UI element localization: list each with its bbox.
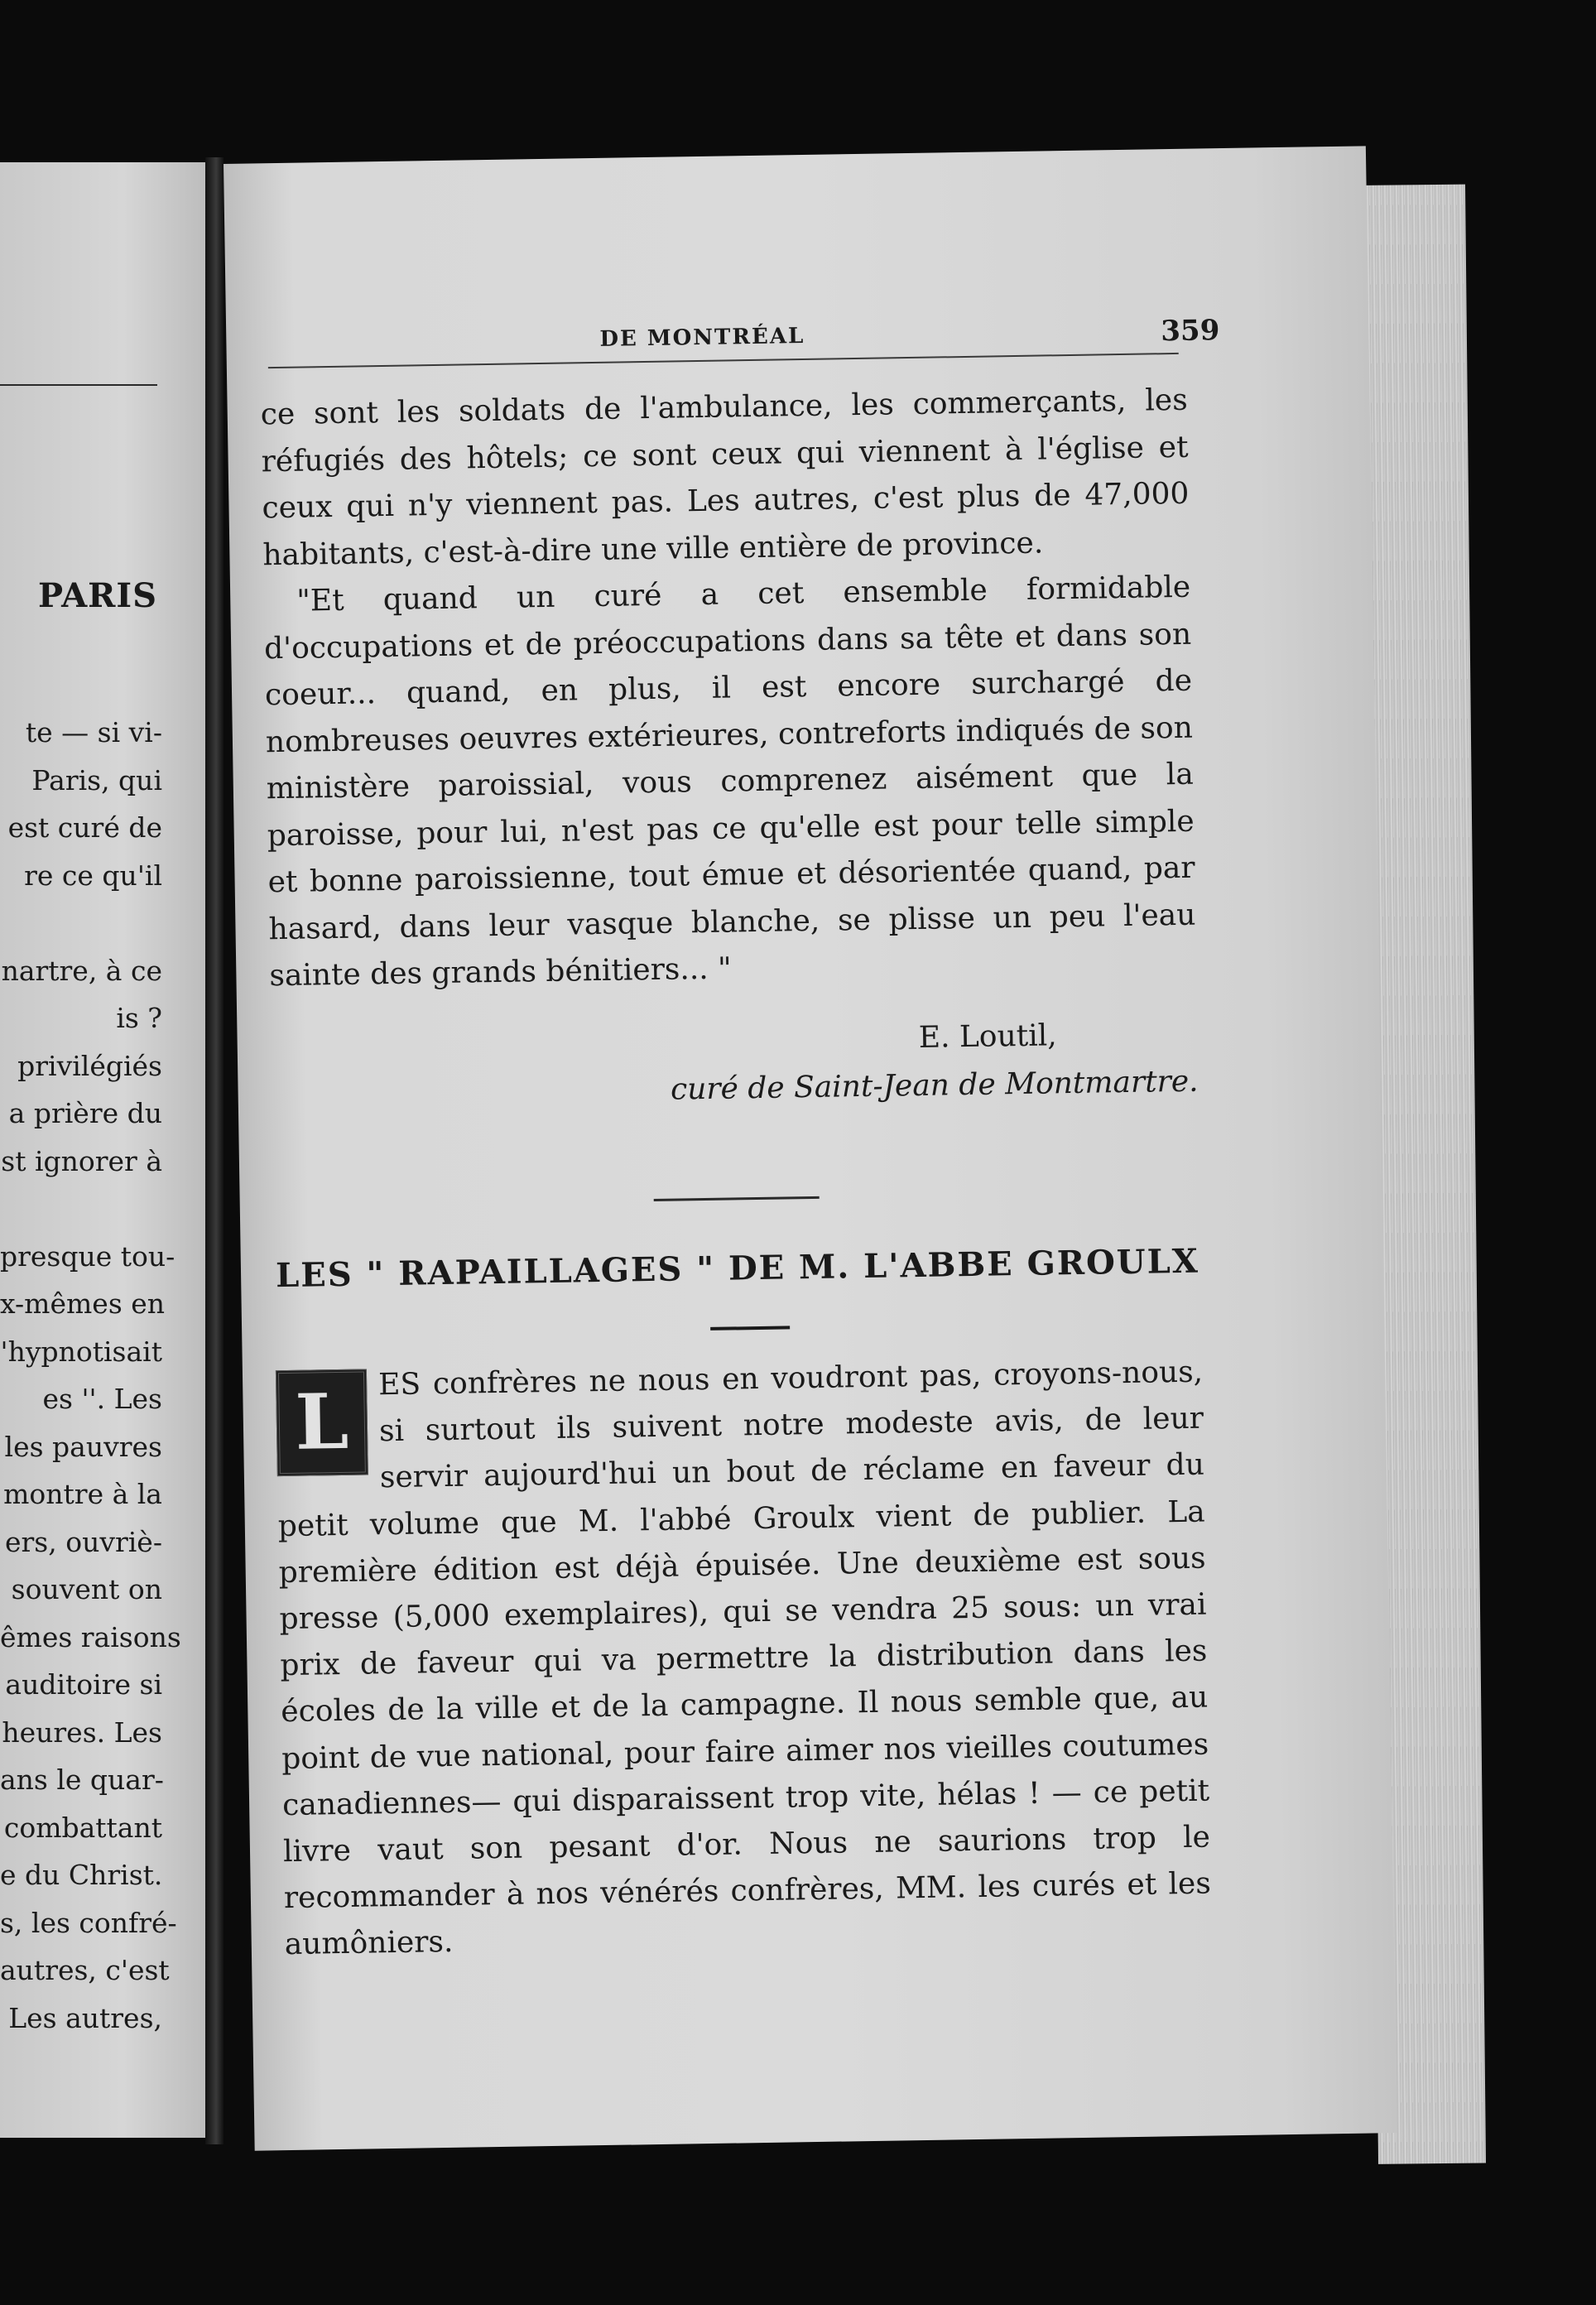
left-page-line: auditoire si — [5, 1668, 162, 1701]
left-page-line: ers, ouvriè- — [5, 1525, 162, 1558]
left-page-line — [0, 899, 162, 947]
left-page-line: 'hypnotisait — [0, 1335, 162, 1368]
left-page-line: Paris, qui — [31, 763, 162, 796]
left-page-line — [0, 1185, 162, 1233]
left-page-line: te — si vi- — [25, 716, 162, 748]
left-page-line: ans le quar- — [0, 1764, 164, 1796]
heading-underline — [710, 1326, 790, 1331]
left-page-line: s, les confré- — [0, 1906, 177, 1939]
left-page-line: êmes raisons — [0, 1620, 181, 1653]
left-page-line: e du Christ. — [0, 1859, 163, 1891]
left-page-header-rule — [0, 384, 157, 386]
left-page — [0, 162, 205, 2138]
page-number: 359 — [1161, 314, 1220, 349]
continuation-text — [260, 378, 1196, 1000]
left-page-line: privilégiés — [17, 1049, 162, 1082]
left-page-line: les pauvres — [4, 1430, 162, 1463]
left-page-line: a prière du — [8, 1097, 162, 1129]
left-page-line: heures. Les — [2, 1716, 162, 1749]
left-page-line: est curé de — [7, 811, 162, 844]
left-page-line: souvent on — [11, 1573, 162, 1605]
left-page-text — [0, 709, 181, 2042]
article-text: ES confrères ne nous en voudront pas, croyons-nous, si surtout ils suivent notre modeste avis, de leur servir aujourd'hui un bout de réclame en faveur du petit volume que M. l'abbé Groulx vient de publier. La première édition est déjà épuisée. Une deuxième est sous presse (5,000 exemplaires), qui se vendra 25 sous: un vrai prix de faveur qui va permettre la distribution dans les écoles de la ville et de la campagne. Il nous semble que, au point de vue national, pour faire aimer nos vieilles coutumes canadiennes— qui disparaissent trop vite, hélas ! — ce petit livre vaut son pesant d'or. Nous ne saurions trop le recommander à nos vénérés confrères, MM. les curés et les aumôniers. — [277, 1355, 1212, 1962]
paragraph: "Et quand un curé a cet ensemble formidable d'occupations et de préoccupations dans sa tête et dans son coeur... quand, en plus, il est encore surchargé de nombreuses oeuvres extérieures, contreforts indiqués de son ministère paroissial, vous comprenez aisément que la paroisse, pour lui, n'est pas ce qu'elle est pour telle simple et bonne paroissienne, tout émue et désorientée quand, par hasard, dans leur vasque blanche, se plisse un peu l'eau sainte des grands bénitiers... " — [263, 570, 1196, 994]
left-page-line: is ? — [116, 1002, 162, 1034]
signature-block — [270, 1010, 1199, 1121]
article-body — [276, 1350, 1212, 1969]
book-gutter — [205, 157, 224, 2144]
article-heading: LES " RAPAILLAGES " DE M. L'ABBE GROULX — [275, 1241, 1200, 1296]
left-page-line: x-mêmes en — [0, 1287, 166, 1320]
author-name: E. Loutil, — [918, 1018, 1057, 1055]
drop-cap: L — [276, 1369, 368, 1476]
author-role: curé de Saint-Jean de Montmartre. — [670, 1064, 1199, 1107]
running-title: DE MONTRÉAL — [599, 323, 805, 352]
section-separator — [654, 1196, 820, 1201]
left-page-line: Les autres, — [8, 2001, 162, 2034]
left-page-line: presque tou- — [0, 1239, 175, 1273]
left-running-head: PARIS — [37, 576, 157, 615]
left-page-line: es ''. Les — [42, 1383, 162, 1415]
left-page-line: montre à la — [3, 1478, 162, 1510]
left-page-line: combattant — [3, 1811, 162, 1844]
left-page-line: autres, c'est — [0, 1954, 170, 1986]
right-page — [224, 146, 1397, 2150]
paragraph: ce sont les soldats de l'ambulance, les commerçants, les réfugiés des hôtels; ce sont ceux qui viennent à l'église et ceux qui n'y viennent pas. Les autres, c'est plus de 47,000 habitants, c'est-à-dire une ville entière de province. — [260, 383, 1190, 572]
left-page-line: nartre, à ce — [1, 954, 162, 987]
left-page-line: re ce qu'il — [24, 859, 162, 892]
left-page-line: st ignorer à — [1, 1144, 162, 1177]
